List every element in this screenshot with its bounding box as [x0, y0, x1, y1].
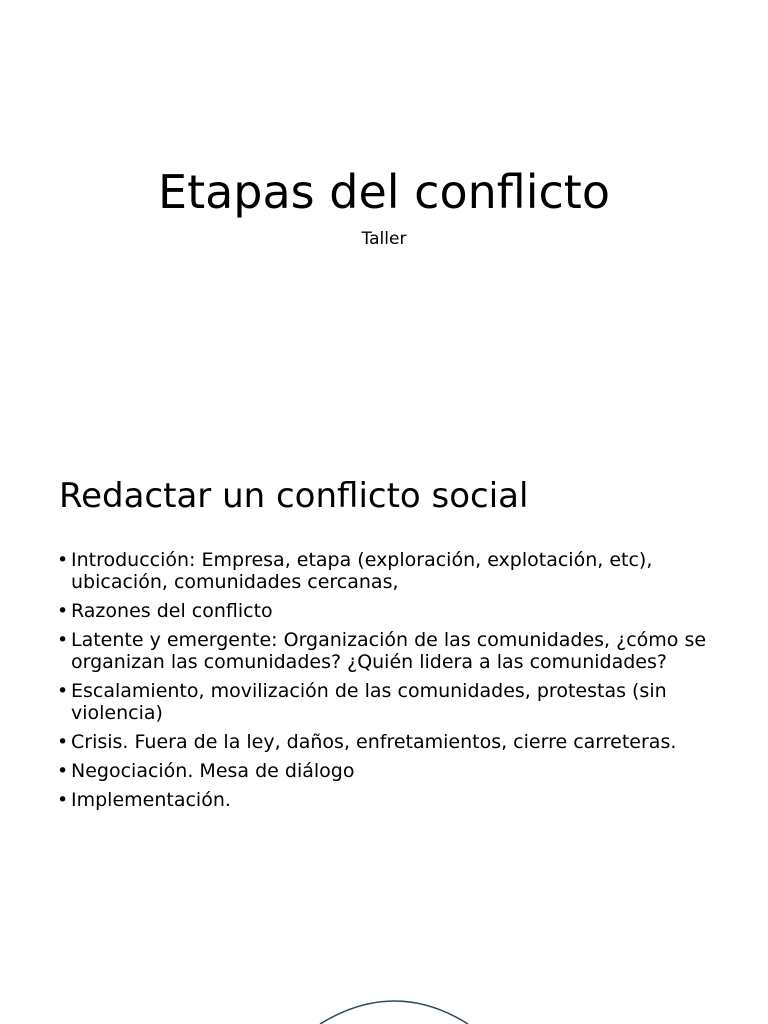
bullet-item: • Crisis. Fuera de la ley, daños, enfretamientos, cierre carreteras. [57, 731, 737, 753]
slide-subtitle: Taller [361, 229, 407, 249]
slide-title: Etapas del conflicto [158, 165, 610, 219]
bullet-list [57, 549, 737, 818]
bullet-item: • Razones del conflicto [57, 600, 737, 622]
bullet-item: • Introducción: Empresa, etapa (exploración, explotación, etc), ubicación, comunidades cercanas, [57, 549, 737, 593]
bullet-item: • Negociación. Mesa de diálogo [57, 760, 737, 782]
section-heading: Redactar un conflicto social [59, 476, 529, 516]
bullet-item: • Implementación. [57, 789, 737, 811]
decorative-arc-shape [300, 990, 490, 1024]
bullet-item: • Escalamiento, movilización de las comunidades, protestas (sin violencia) [57, 680, 737, 724]
decorative-arc-path [320, 1001, 468, 1024]
bullet-item: • Latente y emergente: Organización de las comunidades, ¿cómo se organizan las comunidades? ¿Quién lidera a las comunidades? [57, 629, 737, 673]
